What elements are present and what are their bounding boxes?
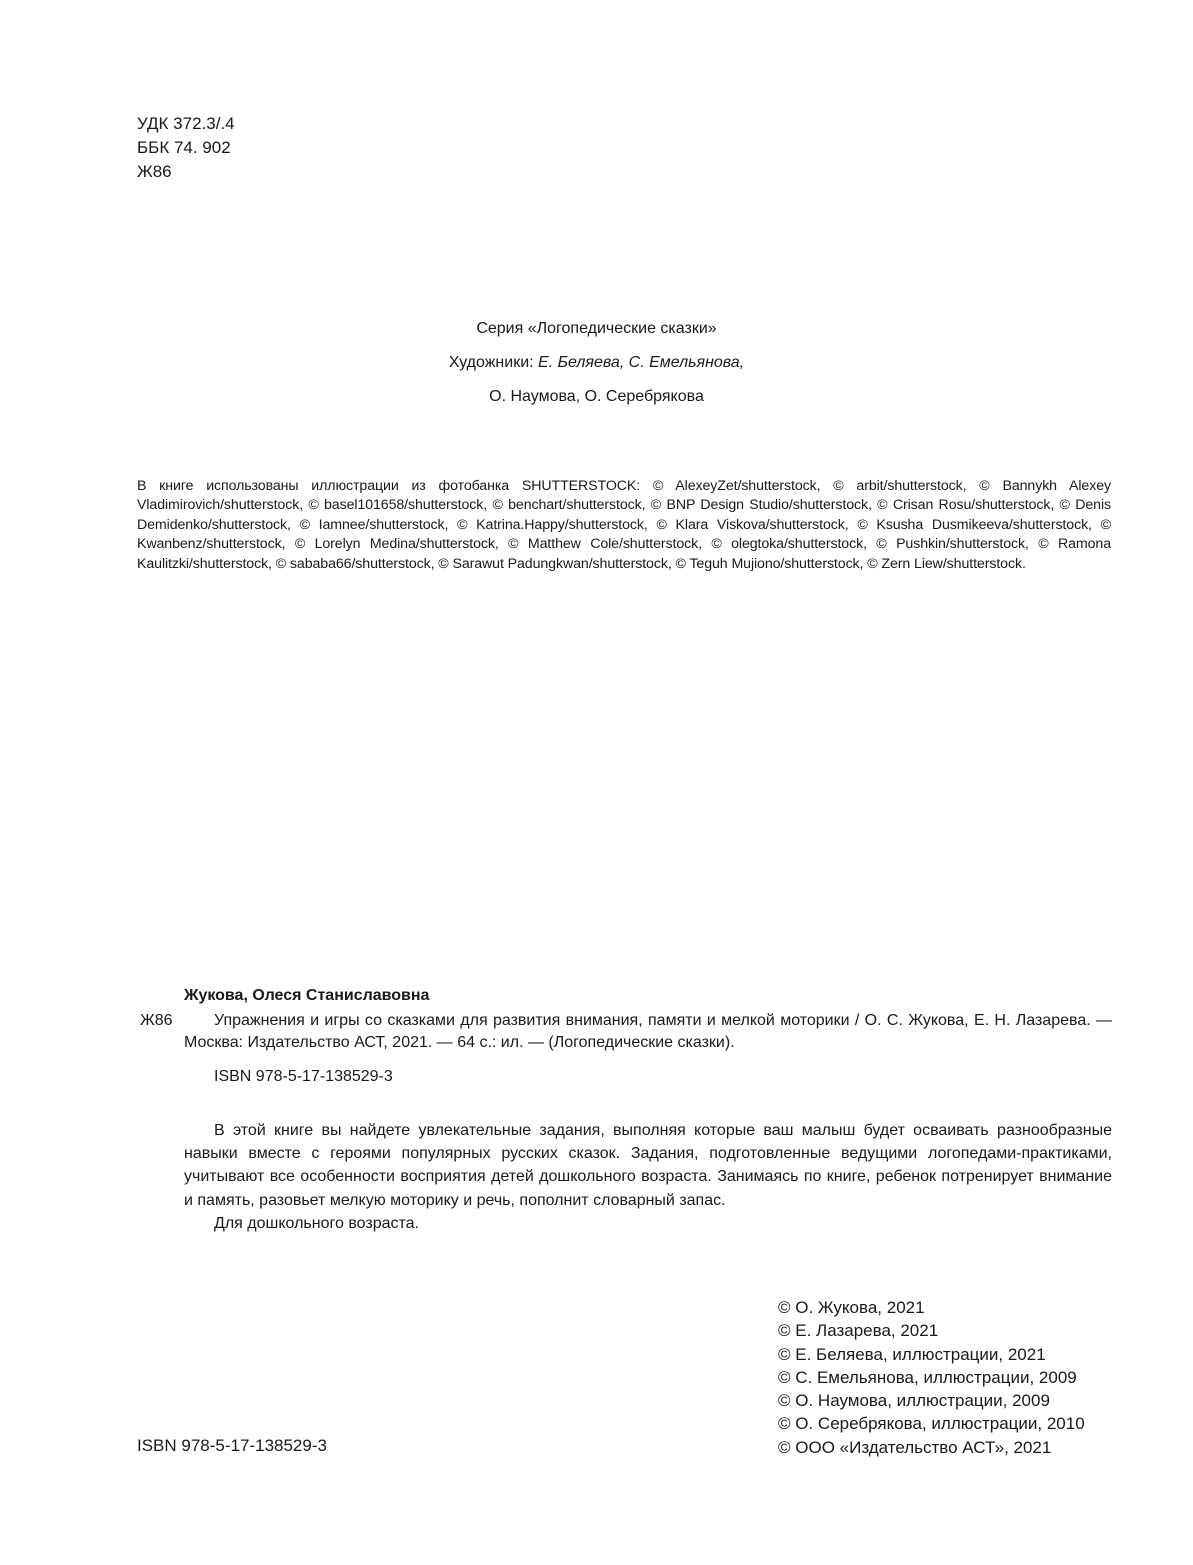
artists-names-1: Е. Беляева, С. Емельянова,: [538, 354, 745, 371]
bibliography-title-record: Упражнения и игры со сказками для развития внимания, памяти и мелкой моторики / О. С. Жукова, Е. Н. Лазарева. — Москва: Издательство АСТ, 2021. — 64 с.: ил. — (Логопедические сказки).: [184, 1012, 1112, 1051]
artists-prefix: Художники:: [448, 354, 539, 371]
copyright-line: © Е. Беляева, иллюстрации, 2021: [778, 1344, 1046, 1364]
copyright-line: © ООО «Издательство АСТ», 2021: [778, 1437, 1052, 1457]
artists-line-2: О. Наумова, О. Серебрякова: [489, 388, 704, 405]
annotation: [184, 1119, 1112, 1235]
illustration-credits: В книге использованы иллюстрации из фотобанка SHUTTERSTOCK: © AlexeyZet/shutterstock, © arbit/shutterstock, © Bannykh Alexey Vladimirovich/shutterstock, © basel101658/shutterstock, © benchart/shutterstock, © BNP Design Studio/shutterstock, © Crisan Rosu/shutterstock, © Denis Demidenko/shutterstock, © Iamnee/shutterstock, © Katrina.Happy/shutterstock, © Klara Viskova/shutterstock, © Ksusha Dusmikeeva/shutterstock, © Kwanbenz/shutterstock, © Lorelyn Medina/shutterstock, © Matthew Cole/shutterstock, © olegtoka/shutterstock, © Pushkin/shutterstock, © Ramona Kaulitzki/shutterstock, © sababa66/shutterstock, © Sarawut Padungkwan/shutterstock, © Teguh Mujiono/shutterstock, © Zern Liew/shutterstock.: [137, 478, 1111, 572]
copyright-list: [778, 1296, 1085, 1459]
classification-codes: [137, 112, 235, 184]
bibliography-isbn: ISBN 978-5-17-138529-3: [214, 1068, 393, 1085]
copyright-line: © Е. Лазарева, 2021: [778, 1321, 939, 1341]
bibliography-author: Жукова, Олеся Станиславовна: [184, 987, 430, 1004]
artists-line-1: [0, 352, 1193, 386]
copyright-line: © О. Серебрякова, иллюстрации, 2010: [778, 1414, 1085, 1434]
copyright-line: © С. Емельянова, иллюстрации, 2009: [778, 1367, 1077, 1387]
copyright-line: © О. Наумова, иллюстрации, 2009: [778, 1391, 1050, 1411]
age-note: Для дошкольного возраста.: [214, 1214, 419, 1232]
udk-code: УДК 372.3/.4: [137, 114, 235, 133]
bbk-code: ББК 74. 902: [137, 138, 231, 157]
series-label: Серия «Логопедические сказки»: [476, 320, 717, 337]
author-mark: Ж86: [137, 162, 172, 181]
series-info: [0, 318, 1193, 420]
bibliography-mark: Ж86: [140, 1012, 173, 1029]
annotation-paragraph: В этой книге вы найдете увлекательные задания, выполняя которые ваш малыш будет осваивать разнообразные навыки вместе с героями популярных русских сказок. Задания, подготовленные ведущими логопедами-практиками, учитывают все особенности восприятия детей дошкольного возраста. Занимаясь по книге, ребенок потренирует внимание и память, разовьет мелкую моторику и речь, пополнит словарный запас.: [184, 1122, 1112, 1209]
copyright-line: © О. Жукова, 2021: [778, 1298, 925, 1317]
footer-isbn: ISBN 978-5-17-138529-3: [137, 1436, 327, 1455]
